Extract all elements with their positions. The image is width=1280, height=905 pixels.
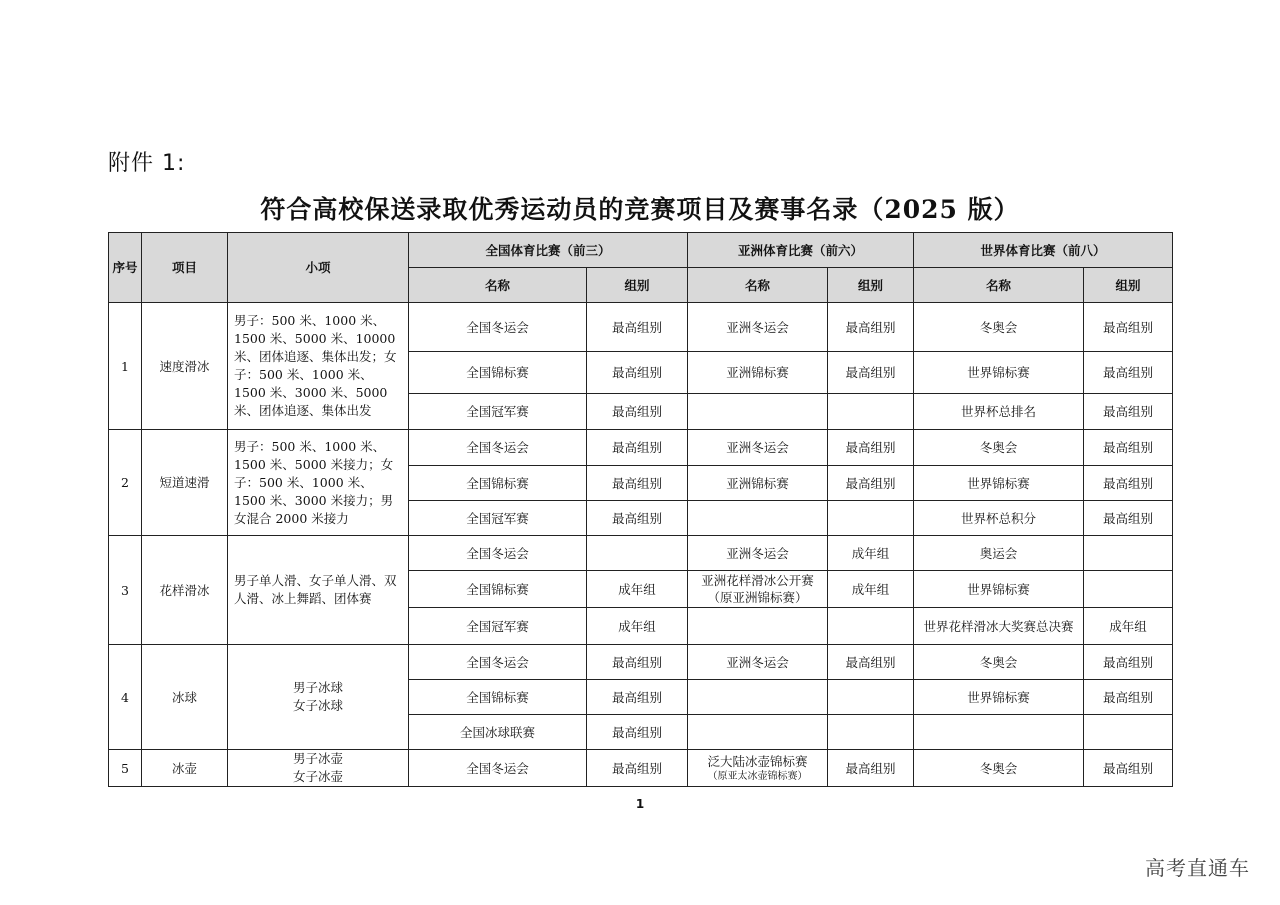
national-event-name: 全国冰球联赛 (409, 715, 587, 750)
competition-table (108, 232, 1173, 787)
project-cell: 花样滑冰 (142, 536, 228, 645)
watermark: 高考直通车 (1145, 856, 1250, 880)
seq-cell: 3 (109, 536, 142, 645)
asian-event-name (688, 501, 828, 536)
project-cell: 速度滑冰 (142, 303, 228, 430)
table-row (109, 536, 1173, 571)
asian-event-name (688, 430, 828, 466)
asian-event-group: 成年组 (828, 536, 914, 571)
header-subitem: 小项 (228, 233, 409, 303)
national-event-name: 全国冬运会 (409, 430, 587, 466)
asian-event-group: 最高组别 (828, 645, 914, 680)
asian-event-name (688, 715, 828, 750)
world-event-group: 最高组别 (1084, 645, 1173, 680)
national-event-group: 最高组别 (587, 466, 688, 501)
seq-cell: 2 (109, 430, 142, 536)
subitem-cell (228, 645, 409, 750)
asian-event-group: 成年组 (828, 571, 914, 608)
asian-event-name (688, 571, 828, 608)
world-event-group: 最高组别 (1084, 680, 1173, 715)
world-event-group: 最高组别 (1084, 430, 1173, 466)
asian-event-title: 亚洲冬运会 (726, 654, 789, 670)
subitem-cell: 男子：500 米、1000 米、1500 米、5000 米接力；女子：500 米、1000 米、1500 米、3000 米接力；男女混合 2000 米接力 (228, 430, 409, 536)
asian-event-name (688, 303, 828, 352)
asian-event-name (688, 352, 828, 394)
world-event-group (1084, 715, 1173, 750)
asian-event-group (828, 608, 914, 645)
header-national-name: 名称 (409, 268, 587, 303)
project-cell: 冰球 (142, 645, 228, 750)
world-event-group: 最高组别 (1084, 394, 1173, 430)
world-event-name: 冬奥会 (914, 645, 1084, 680)
asian-event-title: 亚洲锦标赛 (726, 365, 789, 380)
subitem-cell: 男子：500 米、1000 米、1500 米、5000 米、10000 米、团体追逐、集体出发；女子：500 米、1000 米、1500 米、3000 米、5000 米、团体追逐、集体出发 (228, 303, 409, 430)
subitem-line: 女子冰球 (292, 698, 343, 713)
national-event-group: 成年组 (587, 571, 688, 608)
world-event-group: 最高组别 (1084, 303, 1173, 352)
national-event-group: 最高组别 (587, 352, 688, 394)
header-project: 项目 (142, 233, 228, 303)
national-event-group: 最高组别 (587, 430, 688, 466)
header-world: 世界体育比赛（前八） (914, 233, 1173, 268)
world-event-group (1084, 571, 1173, 608)
world-event-name: 世界锦标赛 (914, 680, 1084, 715)
header-asian-group: 组别 (828, 268, 914, 303)
header-asian: 亚洲体育比赛（前六） (688, 233, 914, 268)
header-national-group: 组别 (587, 268, 688, 303)
header-national: 全国体育比赛（前三） (409, 233, 688, 268)
national-event-name: 全国锦标赛 (409, 352, 587, 394)
national-event-group: 最高组别 (587, 303, 688, 352)
header-seq: 序号 (109, 233, 142, 303)
national-event-name: 全国锦标赛 (409, 571, 587, 608)
project-cell: 冰壶 (142, 750, 228, 787)
asian-event-title: 亚洲冬运会 (726, 545, 789, 561)
asian-event-name (688, 536, 828, 571)
national-event-name: 全国冬运会 (409, 645, 587, 680)
header-asian-name: 名称 (688, 268, 828, 303)
asian-event-note: （原亚太冰壶锦标赛） (707, 771, 808, 782)
world-event-group: 最高组别 (1084, 501, 1173, 536)
seq-cell: 4 (109, 645, 142, 750)
national-event-name: 全国冬运会 (409, 536, 587, 571)
world-event-group: 成年组 (1084, 608, 1173, 645)
national-event-group (587, 536, 688, 571)
attachment-label: 附件 1: (108, 151, 186, 176)
national-event-name: 全国冠军赛 (409, 501, 587, 536)
world-event-name: 世界花样滑冰大奖赛总决赛 (914, 608, 1084, 645)
seq-cell: 5 (109, 750, 142, 787)
table-row (109, 430, 1173, 466)
table-row (109, 750, 1173, 787)
world-event-name: 冬奥会 (914, 750, 1084, 787)
asian-event-group: 最高组别 (828, 430, 914, 466)
asian-event-group: 最高组别 (828, 750, 914, 787)
national-event-group: 最高组别 (587, 750, 688, 787)
national-event-group: 最高组别 (587, 715, 688, 750)
asian-event-name (688, 608, 828, 645)
asian-event-name (688, 680, 828, 715)
world-event-name: 世界锦标赛 (914, 352, 1084, 394)
asian-event-name (688, 466, 828, 501)
world-event-name: 世界杯总积分 (914, 501, 1084, 536)
national-event-name: 全国冠军赛 (409, 394, 587, 430)
world-event-group (1084, 536, 1173, 571)
world-event-group: 最高组别 (1084, 352, 1173, 394)
seq-cell: 1 (109, 303, 142, 430)
subitem-line: 男子冰壶 (292, 751, 343, 766)
asian-event-group (828, 715, 914, 750)
table-body (109, 303, 1173, 787)
table-row (109, 303, 1173, 352)
world-event-name: 冬奥会 (914, 430, 1084, 466)
asian-event-group: 最高组别 (828, 303, 914, 352)
asian-event-group (828, 680, 914, 715)
subitem-line: 女子冰壶 (292, 769, 343, 784)
world-event-name: 世界锦标赛 (914, 571, 1084, 608)
asian-event-name (688, 645, 828, 680)
asian-event-group (828, 394, 914, 430)
national-event-name: 全国冠军赛 (409, 608, 587, 645)
national-event-name: 全国冬运会 (409, 750, 587, 787)
world-event-name (914, 715, 1084, 750)
national-event-name: 全国锦标赛 (409, 680, 587, 715)
project-cell: 短道速滑 (142, 430, 228, 536)
asian-event-note: （原亚洲锦标赛） (707, 590, 808, 605)
asian-event-group: 最高组别 (828, 466, 914, 501)
asian-event-title: 亚洲锦标赛 (726, 475, 789, 491)
national-event-group: 最高组别 (587, 394, 688, 430)
national-event-group: 最高组别 (587, 645, 688, 680)
page-number: 1 (635, 797, 645, 811)
world-event-name: 奥运会 (914, 536, 1084, 571)
national-event-group: 最高组别 (587, 501, 688, 536)
world-event-name: 世界锦标赛 (914, 466, 1084, 501)
asian-event-title: 亚洲冬运会 (726, 440, 789, 455)
world-event-name: 世界杯总排名 (914, 394, 1084, 430)
national-event-name: 全国冬运会 (409, 303, 587, 352)
table-row (109, 645, 1173, 680)
subitem-cell (228, 750, 409, 787)
document-title: 符合高校保送录取优秀运动员的竞赛项目及赛事名录（2025 版） (260, 195, 1020, 224)
national-event-group: 成年组 (587, 608, 688, 645)
header-world-group: 组别 (1084, 268, 1173, 303)
subitem-cell: 男子单人滑、女子单人滑、双人滑、冰上舞蹈、团体赛 (228, 536, 409, 645)
national-event-group: 最高组别 (587, 680, 688, 715)
asian-event-title: 泛大陆冰壶锦标赛 (707, 754, 808, 769)
subitem-line: 男子冰球 (292, 680, 343, 695)
header-world-name: 名称 (914, 268, 1084, 303)
national-event-name: 全国锦标赛 (409, 466, 587, 501)
asian-event-group: 最高组别 (828, 352, 914, 394)
asian-event-title: 亚洲花样滑冰公开赛 (701, 573, 814, 588)
world-event-group: 最高组别 (1084, 466, 1173, 501)
world-event-name: 冬奥会 (914, 303, 1084, 352)
world-event-group: 最高组别 (1084, 750, 1173, 787)
asian-event-title: 亚洲冬运会 (726, 319, 789, 335)
asian-event-group (828, 501, 914, 536)
asian-event-name (688, 394, 828, 430)
asian-event-name (688, 750, 828, 787)
